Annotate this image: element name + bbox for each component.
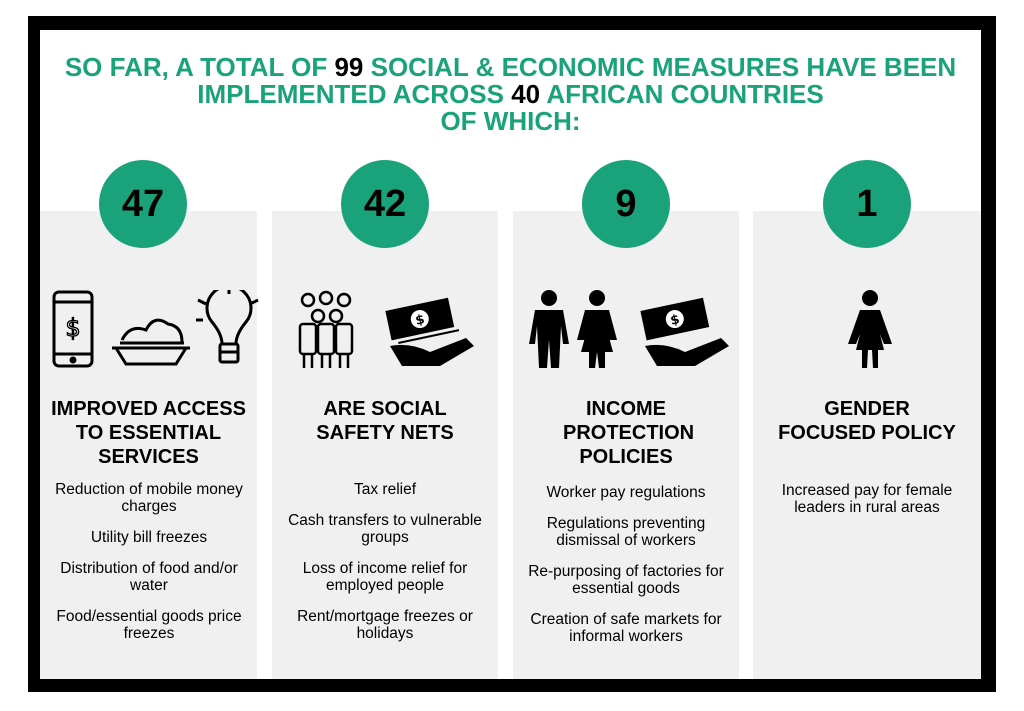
infographic-canvas (40, 30, 981, 679)
woman-icon (848, 290, 892, 368)
title-text: SOCIAL & ECONOMIC MEASURES HAVE BEEN (363, 52, 957, 82)
title-text: AFRICAN COUNTRIES (540, 79, 824, 109)
list-item: Worker pay regulations (546, 484, 706, 501)
essential-items-list (44, 481, 254, 656)
list-item: Increased pay for female leaders in rural areas (781, 482, 953, 516)
panel-gender-policy (753, 211, 981, 679)
income-items-list (518, 484, 734, 659)
food-bowl-icon (112, 320, 190, 364)
gender-policy-icons (840, 290, 900, 370)
list-item: Cash transfers to vulnerable groups (288, 512, 482, 546)
title-text: SO FAR, A TOTAL OF (64, 52, 335, 82)
title-text: OF WHICH: (440, 106, 581, 136)
mobile-money-icon (54, 292, 92, 366)
lightbulb-icon (196, 290, 258, 362)
income-protection-icons (525, 290, 735, 370)
heading-safety: ARE SOCIAL SAFETY NETS (316, 398, 454, 444)
count-circle-safety: 42 (341, 160, 429, 248)
heading-essential: IMPROVED ACCESS TO ESSENTIAL SERVICES (51, 398, 246, 468)
heading-gender: GENDER FOCUSED POLICY (778, 398, 956, 444)
list-item: Regulations preventing dismissal of workers (546, 515, 706, 549)
gender-items-list (770, 482, 964, 530)
count-circle-gender: 1 (823, 160, 911, 248)
page-title (40, 54, 981, 135)
cash-hand-icon (385, 297, 474, 366)
svg-text:$: $ (669, 312, 682, 329)
list-item: Re-purposing of factories for essential goods (528, 563, 724, 597)
essential-services-icons (50, 290, 260, 370)
list-item: Reduction of mobile money charges (55, 481, 243, 515)
safety-nets-icons (290, 290, 480, 370)
safety-items-list (287, 481, 483, 656)
measures-count: 99 (334, 52, 364, 82)
svg-text:$: $ (414, 312, 427, 329)
heading-income: INCOME PROTECTION POLICIES (563, 398, 695, 468)
list-item: Rent/mortgage freezes or holidays (297, 608, 473, 642)
group-people-icon (300, 292, 352, 368)
list-item: Utility bill freezes (90, 529, 208, 546)
count-circle-income: 9 (582, 160, 670, 248)
list-item: Tax relief (353, 481, 417, 498)
svg-text:$: $ (65, 314, 81, 342)
man-woman-icon (529, 290, 617, 368)
list-item: Creation of safe markets for informal workers (530, 611, 722, 645)
title-text: IMPLEMENTED ACROSS (197, 79, 512, 109)
list-item: Loss of income relief for employed people (302, 560, 468, 594)
countries-count: 40 (511, 79, 541, 109)
list-item: Food/essential goods price freezes (56, 608, 242, 642)
count-circle-essential: 47 (99, 160, 187, 248)
list-item: Distribution of food and/or water (60, 560, 238, 594)
cash-hand-icon (640, 298, 729, 366)
